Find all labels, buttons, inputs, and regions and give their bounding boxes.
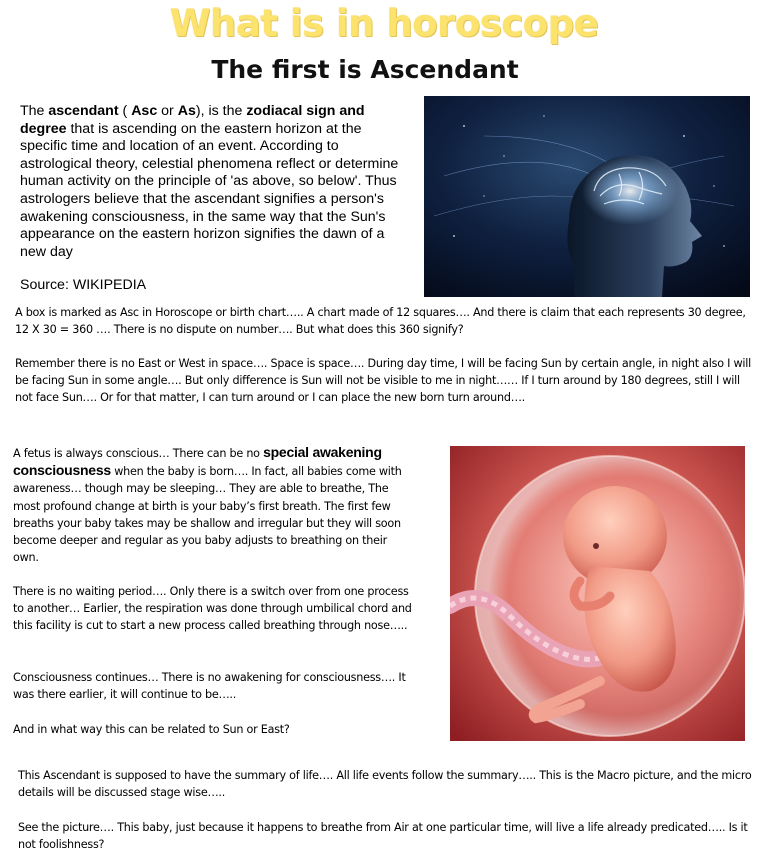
paragraph-box: A box is marked as Asc in Horoscope or birth chart….. A chart made of 12 squares…. And there is claim that each represents 30 degree, 12 X 30 = 360 …. There is no dispute on number…. But what does this 360 signify? xyxy=(15,306,746,337)
wiki-definition: The ascendant ( Asc or As), is the zodiacal sign and degree that is ascending on the eastern horizon at the specific time and location of an event. According to astrological theory, celestial phenomena reflect or determine human activity on the principle of 'as above, so below'. Thus astrologers believe that the ascendant signifies a person's awakening consciousness, in the same way that the Sun's appearance on the eastern horizon signifies the dawn of a new day xyxy=(20,103,399,260)
paragraph-summary: This Ascendant is supposed to have the summary of life…. All life events follow the summary….. This is the Macro picture, and the micro details will be discussed stage wise….. xyxy=(18,769,752,800)
source-citation: Source: WIKIPEDIA xyxy=(20,277,147,293)
paragraph-continues: Consciousness continues… There is no awakening for consciousness…. It was there earlier, it will continue to be….. xyxy=(13,671,406,702)
paragraph-fetus: A fetus is always conscious… There can be no special awakening consciousness when the baby is born…. In fact, all babies come with awareness… though may be sleeping… They are able to breathe, The most profound change at birth is your baby’s first breath. The first few breaths your baby takes may be shallow and irregular but they will soon become deeper and regular as you baby adjusts to breathing on their own. xyxy=(13,444,402,565)
page-title: What is in horoscope xyxy=(169,2,599,45)
fetus-image xyxy=(450,446,745,741)
paragraph-space: Remember there is no East or West in space…. Space is space…. During day time, I will be facing Sun by certain angle, in night also I will be facing Sun in some angle…. But only difference is Sun will not be visible to me in night…… If I turn around by 180 degrees, still I will not face Sun…. Or for that matter, I can turn around or I can place the new born turn around…. xyxy=(15,357,751,405)
paragraph-picture: See the picture…. This baby, just because it happens to breathe from Air at one particular time, will live a life already predicated….. Is it not foolishness? xyxy=(18,821,748,852)
brain-head-image xyxy=(424,96,750,297)
paragraph-waiting: There is no waiting period…. Only there is a switch over from one process to another… Earlier, the respiration was done through umbilical chord and this facility is cut to start a new process called breathing through nose….. xyxy=(13,585,412,633)
page-subtitle: The first is Ascendant xyxy=(211,55,519,84)
paragraph-question: And in what way this can be related to Sun or East? xyxy=(13,723,290,736)
